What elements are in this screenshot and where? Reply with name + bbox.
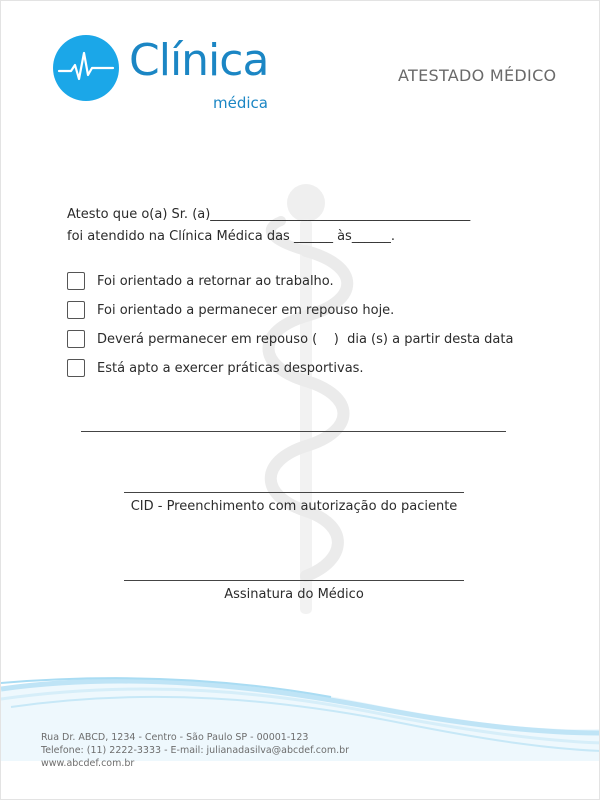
option-row-return-work[interactable]: [67, 270, 334, 292]
caduceus-watermark-icon: [251, 181, 361, 621]
statement-line-time[interactable]: foi atendido na Clínica Médica das ______ às______.: [67, 229, 395, 244]
checkbox[interactable]: [67, 272, 85, 290]
clinic-name: Clínica: [129, 35, 269, 86]
footer-contact-info: Telefone: (11) 2222-3333 - E-mail: julianadasilva@abcdef.com.br: [41, 745, 350, 756]
signature-line[interactable]: [124, 580, 464, 581]
checkbox[interactable]: [67, 359, 85, 377]
signature-caption: Assinatura do Médico: [224, 587, 364, 602]
footer-address: Rua Dr. ABCD, 1234 - Centro - São Paulo SP - 00001-123: [41, 732, 309, 743]
notes-line[interactable]: [81, 431, 506, 432]
cid-caption: CID - Preenchimento com autorização do paciente: [130, 499, 458, 514]
statement-line-patient[interactable]: Atesto que o(a) Sr. (a)________________________________________: [67, 207, 471, 222]
checkbox[interactable]: [67, 330, 85, 348]
clinic-logo-icon: [53, 35, 119, 101]
footer-website[interactable]: www.abcdef.com.br: [41, 758, 135, 769]
option-row-sports-fit[interactable]: [67, 357, 364, 379]
option-row-rest-days[interactable]: [67, 328, 513, 350]
option-label: Está apto a exercer práticas desportivas.: [97, 360, 364, 376]
clinic-subtitle: médica: [213, 94, 268, 112]
option-label: Foi orientado a permanecer em repouso hoje.: [97, 302, 395, 318]
footer-contact: [41, 731, 349, 770]
option-label: Deverá permanecer em repouso ( ) dia (s) a partir desta data: [97, 331, 514, 347]
checkbox[interactable]: [67, 301, 85, 319]
option-label: Foi orientado a retornar ao trabalho.: [97, 273, 334, 289]
cid-line[interactable]: [124, 492, 464, 493]
heartbeat-icon: [53, 35, 119, 101]
document-title: ATESTADO MÉDICO: [398, 66, 557, 85]
option-row-rest-today[interactable]: [67, 299, 394, 321]
